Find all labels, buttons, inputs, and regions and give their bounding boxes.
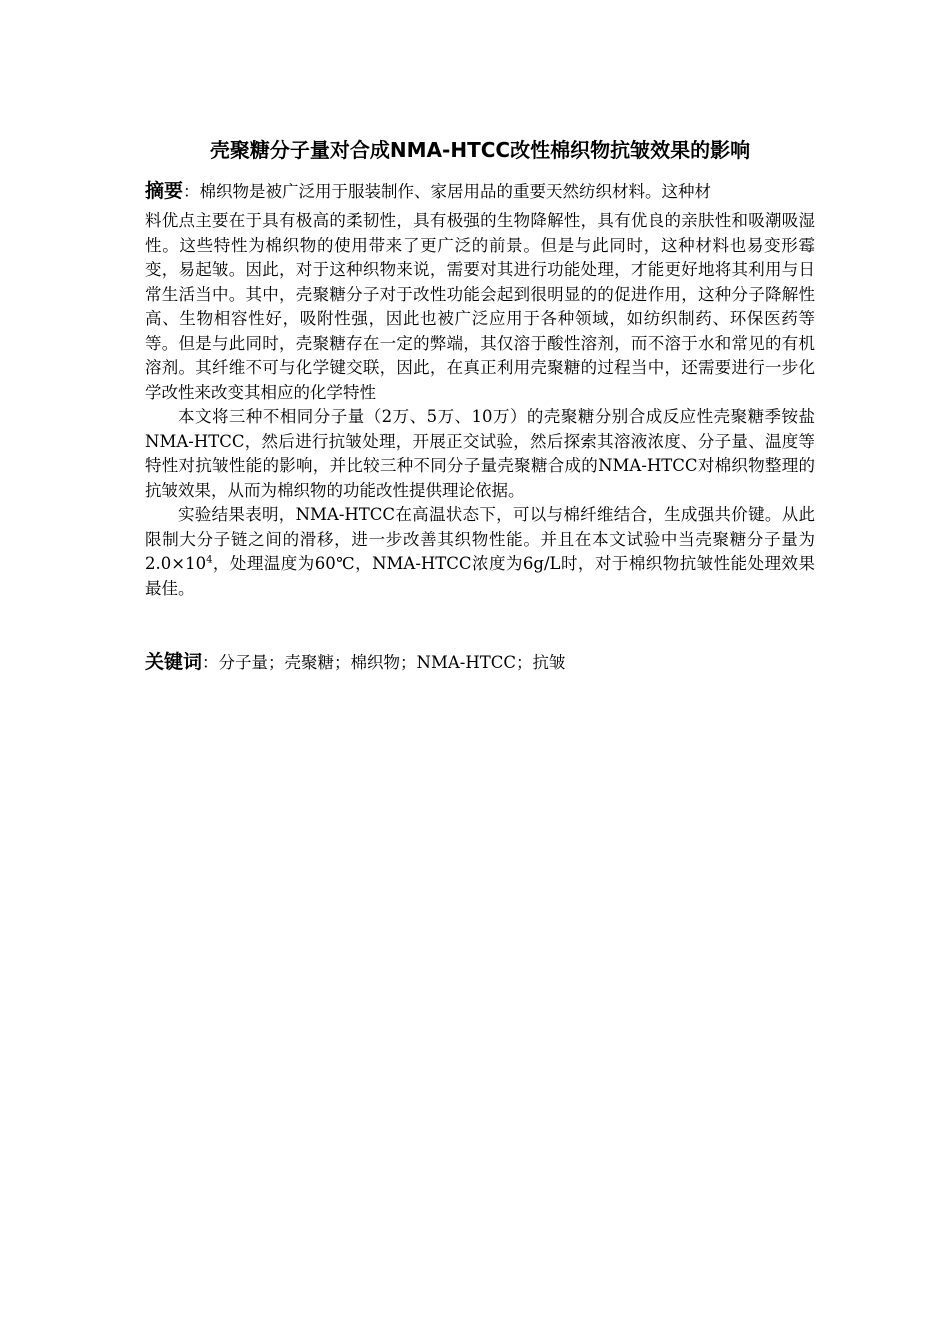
abstract-paragraph-3 — [145, 503, 815, 601]
keywords-text: 分子量；壳聚糖；棉织物；NMA-HTCC；抗皱 — [218, 653, 566, 672]
document-page — [145, 130, 815, 693]
document-title: 壳聚糖分子量对合成NMA-HTCC改性棉织物抗皱效果的影响 — [209, 138, 751, 162]
exponent-superscript: 4 — [206, 554, 213, 566]
keywords-label: 关键词 — [145, 651, 203, 673]
abstract-first-line-text: 棉织物是被广泛用于服装制作、家居用品的重要天然纺织材料。这种材 — [199, 182, 712, 201]
keywords-label-colon: ： — [202, 653, 219, 672]
paragraph3-text-end: ，处理温度为60℃，NMA-HTCC浓度为6g/L时，对于棉织物抗皱性能处理效果最佳。 — [145, 554, 815, 598]
abstract-label: 摘要 — [145, 180, 184, 202]
abstract-label-colon: ： — [183, 182, 200, 201]
abstract-section — [145, 178, 815, 601]
abstract-paragraph-1: 料优点主要在于具有极高的柔韧性，具有极强的生物降解性，具有优良的亲肤性和吸潮吸湿性。这些特性为棉织物的使用带来了更广泛的前景。但是与此同时，这种材料也易变形霉变，易起皱。因此，对于这种织物来说，需要对其进行功能处理，才能更好地将其利用与日常生活当中。其中，壳聚糖分子对于改性功能会起到很明显的的促进作用，这种分子降解性高、生物相容性好，吸附性强，因此也被广泛应用于各种领域，如纺织制药、环保医药等等。但是与此同时，壳聚糖存在一定的弊端，其仅溶于酸性溶剂，而不溶于水和常见的有机溶剂。其纤维不可与化学键交联，因此，在真正利用壳聚糖的过程当中，还需要进行一步化学改性来改变其相应的化学特性 — [145, 211, 815, 402]
abstract-paragraph-2: 本文将三种不相同分子量（2万、5万、10万）的壳聚糖分别合成反应性壳聚糖季铵盐NMA-HTCC，然后进行抗皱处理，开展正交试验，然后探索其溶液浓度、分子量、温度等特性对抗皱性能的影响，并比较三种不同分子量壳聚糖合成的NMA-HTCC对棉织物整理的抗皱效果，从而为棉织物的功能改性提供理论依据。 — [145, 407, 815, 500]
keywords-line — [145, 649, 815, 676]
paragraph3-text-start: 实验结果表明，NMA-HTCC在高温状态下，可以与棉纤维结合，生成强共价键。从此限制大分子链之间的滑移，进一步改善其织物性能。并且在本文试验中当壳聚糖分子量为2.0×10 — [145, 505, 815, 573]
abstract-first-line — [145, 178, 815, 205]
